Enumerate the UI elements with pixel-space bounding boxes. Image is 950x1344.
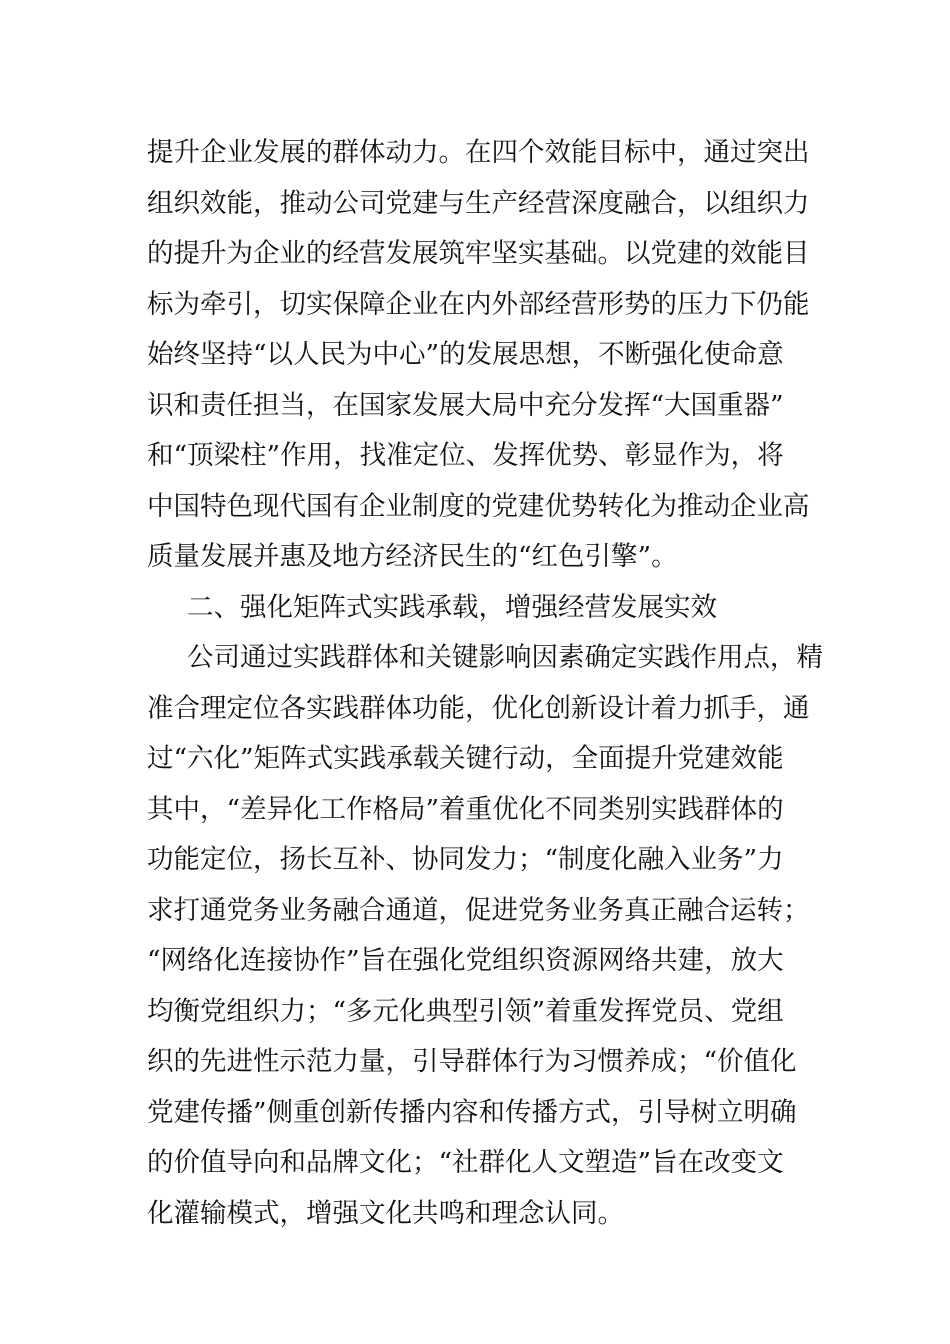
document-body (147, 128, 823, 1239)
text-line: 识和责任担当，在国家发展大局中充分发挥“大国重器” (147, 389, 784, 421)
text-line: 过“六化”矩阵式实践承载关键行动，全面提升党建效能 (147, 743, 784, 774)
text-line: 的价值导向和品牌文化；“社群化人文塑造”旨在改变文 (147, 1147, 784, 1178)
text-line: 公司通过实践群体和关键影响因素确定实践作用点，精 (187, 642, 823, 673)
paragraph-2 (147, 633, 823, 1239)
paragraph-1 (147, 128, 812, 583)
text-line: 中国特色现代国有企业制度的党建优势转化为推动企业高 (147, 490, 810, 522)
text-line: 的提升为企业的经营发展筑牢坚实基础。以党建的效能目 (147, 238, 810, 269)
text-line: 化灌输模式，增强文化共鸣和理念认同。 (147, 1197, 624, 1229)
text-line: 标为牵引，切实保障企业在内外部经营形势的压力下仍能 (147, 288, 810, 320)
text-line: 均衡党组织力；“多元化典型引领”着重发挥党员、党组 (147, 995, 784, 1027)
text-line: 准合理定位各实践群体功能，优化创新设计着力抓手，通 (147, 692, 810, 724)
text-line: 织的先进性示范力量，引导群体行为习惯养成；“价值化 (147, 1046, 797, 1077)
text-line: 质量发展并惠及地方经济民生的“红色引擎”。 (147, 541, 678, 572)
section-heading: 二、强化矩阵式实践承载，增强经营发展实效 (187, 591, 717, 623)
text-line: 功能定位，扬长互补、协同发力；“制度化融入业务”力 (147, 844, 784, 875)
text-line: 党建传播”侧重创新传播内容和传播方式，引导树立明确 (147, 1096, 797, 1128)
text-line: 和“顶梁柱”作用，找准定位、发挥优势、彰显作为，将 (147, 440, 784, 471)
text-line: 其中，“差异化工作格局”着重优化不同类别实践群体的 (147, 793, 784, 825)
text-line: “网络化连接协作”旨在强化党组织资源网络共建，放大 (147, 945, 784, 976)
text-line: 始终坚持“以人民为中心”的发展思想，不断强化使命意 (147, 339, 784, 370)
text-line: 求打通党务业务融合通道，促进党务业务真正融合运转； (147, 894, 810, 926)
text-line: 提升企业发展的群体动力。在四个效能目标中，通过突出 (147, 137, 810, 168)
text-line: 组织效能，推动公司党建与生产经营深度融合，以组织力 (147, 187, 810, 219)
